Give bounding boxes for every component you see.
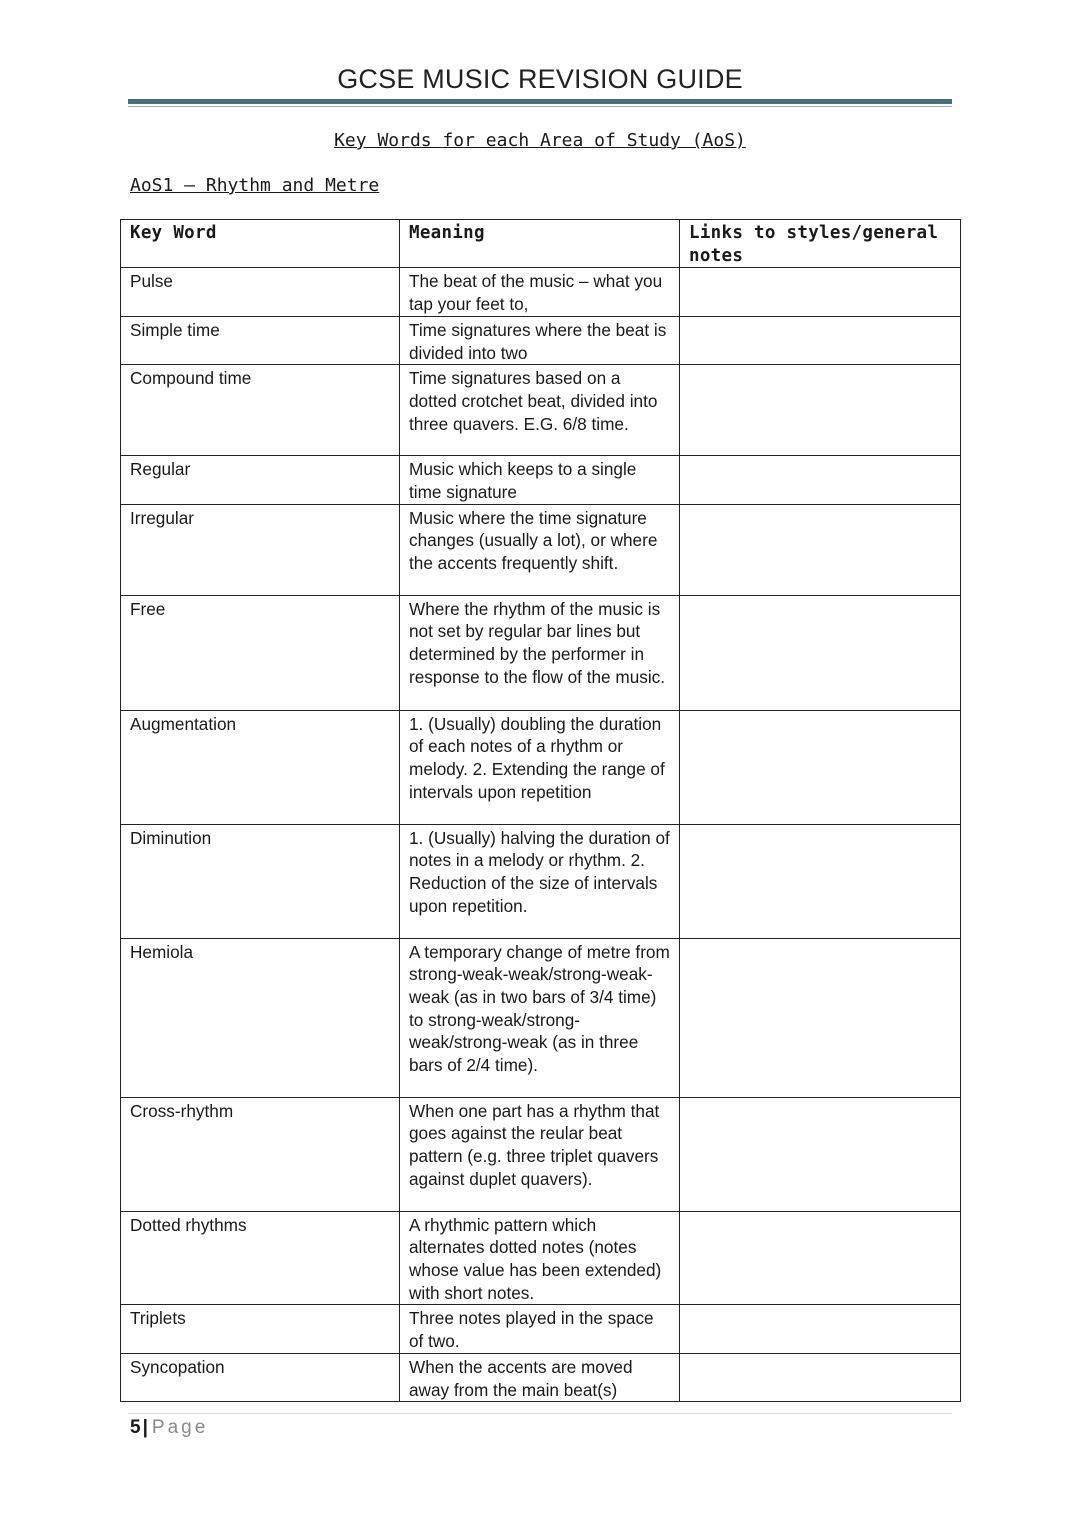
section-title: Key Words for each Area of Study (AoS) — [334, 130, 746, 151]
cell-meaning: When one part has a rhythm that goes against the reular beat pattern (e.g. three triplet quavers against duplet quavers). — [400, 1097, 680, 1211]
cell-notes — [680, 1305, 961, 1353]
cell-notes — [680, 1353, 961, 1401]
cell-key-word: Diminution — [121, 824, 400, 938]
table-row — [121, 1305, 961, 1353]
table-body — [121, 268, 961, 1402]
cell-notes — [680, 938, 961, 1097]
table-row — [121, 365, 961, 456]
column-header-meaning: Meaning — [400, 220, 680, 268]
table-row — [121, 938, 961, 1097]
cell-meaning: Time signatures where the beat is divided into two — [400, 316, 680, 364]
header-rule — [128, 99, 952, 104]
cell-key-word: Compound time — [121, 365, 400, 456]
cell-key-word: Triplets — [121, 1305, 400, 1353]
cell-key-word: Regular — [121, 456, 400, 504]
page-separator: | — [142, 1417, 148, 1438]
cell-key-word: Irregular — [121, 504, 400, 595]
cell-meaning: Time signatures based on a dotted crotchet beat, divided into three quavers. E.G. 6/8 time. — [400, 365, 680, 456]
cell-meaning: Where the rhythm of the music is not set by regular bar lines but determined by the performer in response to the flow of the music. — [400, 595, 680, 710]
footer-rule — [128, 1413, 952, 1414]
table-row — [121, 1353, 961, 1401]
aos-heading: AoS1 – Rhythm and Metre — [130, 175, 380, 196]
cell-notes — [680, 456, 961, 504]
table-row — [121, 710, 961, 824]
table-row — [121, 456, 961, 504]
cell-notes — [680, 365, 961, 456]
cell-notes — [680, 710, 961, 824]
cell-meaning: Three notes played in the space of two. — [400, 1305, 680, 1353]
cell-notes — [680, 316, 961, 364]
page-label: Page — [151, 1417, 209, 1438]
cell-key-word: Pulse — [121, 268, 400, 316]
cell-notes — [680, 824, 961, 938]
cell-notes — [680, 595, 961, 710]
table-row — [121, 1211, 961, 1305]
cell-meaning: A temporary change of metre from strong-weak-weak/strong-weak-weak (as in two bars of 3/4 time) to strong-weak/strong-weak/strong-weak (as in three bars of 2/4 time). — [400, 938, 680, 1097]
cell-meaning: A rhythmic pattern which alternates dotted notes (notes whose value has been extended) with short notes. — [400, 1211, 680, 1305]
cell-meaning: Music which keeps to a single time signature — [400, 456, 680, 504]
page-header-title: GCSE MUSIC REVISION GUIDE — [337, 64, 743, 94]
cell-key-word: Simple time — [121, 316, 400, 364]
table-row — [121, 316, 961, 364]
cell-notes — [680, 504, 961, 595]
column-header-key-word: Key Word — [121, 220, 400, 268]
table-row — [121, 268, 961, 316]
cell-key-word: Dotted rhythms — [121, 1211, 400, 1305]
table-row — [121, 595, 961, 710]
table-header-row — [121, 220, 961, 268]
cell-meaning: 1. (Usually) doubling the duration of each notes of a rhythm or melody. 2. Extending the range of intervals upon repetition — [400, 710, 680, 824]
table-row — [121, 1097, 961, 1211]
cell-key-word: Augmentation — [121, 710, 400, 824]
keyword-table — [120, 219, 961, 1402]
cell-notes — [680, 1097, 961, 1211]
page-number: 5 — [130, 1417, 141, 1438]
table-row — [121, 824, 961, 938]
cell-key-word: Syncopation — [121, 1353, 400, 1401]
column-header-notes: Links to styles/general notes — [680, 220, 961, 268]
cell-meaning: Music where the time signature changes (usually a lot), or where the accents frequently shift. — [400, 504, 680, 595]
page-footer — [130, 1417, 208, 1439]
cell-notes — [680, 268, 961, 316]
cell-key-word: Free — [121, 595, 400, 710]
cell-meaning: When the accents are moved away from the main beat(s) — [400, 1353, 680, 1401]
cell-meaning: 1. (Usually) halving the duration of notes in a melody or rhythm. 2. Reduction of the size of intervals upon repetition. — [400, 824, 680, 938]
header-rule-thin — [128, 106, 952, 107]
cell-notes — [680, 1211, 961, 1305]
cell-key-word: Hemiola — [121, 938, 400, 1097]
cell-meaning: The beat of the music – what you tap your feet to, — [400, 268, 680, 316]
table-row — [121, 504, 961, 595]
cell-key-word: Cross-rhythm — [121, 1097, 400, 1211]
